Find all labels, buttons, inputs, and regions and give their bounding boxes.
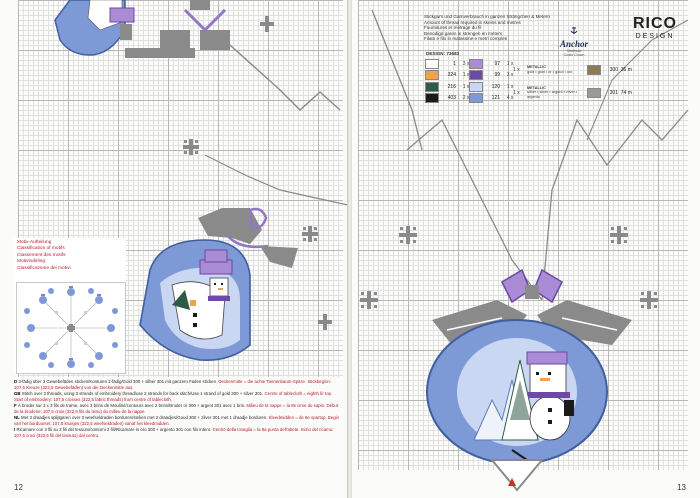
snowflake-right-3 <box>610 226 628 244</box>
instruction-fr: F À broder sur 3 x 3 fils de trame, avec 3 brins de Mouliné/contours avec 2 brins/Broder or 300 + argent 301 avec 1 brin. Milieu de la nappe = la 8e cime du sapin. Début de la broderie: 107,5 croix (322,5 fils du tissu) du milieu de la nappe. <box>14 403 339 415</box>
motif-title-de: Motiv-Aufteilung <box>17 240 52 245</box>
swatch-gold <box>587 65 601 75</box>
instruction-de: D 3-fädig über 3 Gewebefäden sticken/Konturen 2-fädig/Gold 300 + silber 301 mit ganzem Faden sticken. Deckenmitte = die achte Tannenbaum-Spitze. Stickbeginn: 107,5 Kreuze (322,5 Gewebefäden) von der Deckenmitte aus. <box>14 379 331 391</box>
snowflake-right-4 <box>640 291 658 309</box>
snowflake-left-2 <box>260 16 274 32</box>
legend-col-2 <box>469 58 513 104</box>
swatch-lilac <box>469 59 483 69</box>
legend-header-it: Filato e filo in matassine e metri completi <box>424 36 507 42</box>
thread-legend-table <box>425 58 683 105</box>
page-number-left: 12 <box>14 483 23 492</box>
swatch-white <box>425 59 439 69</box>
left-page <box>0 0 348 498</box>
snowflake-right-1 <box>399 226 417 244</box>
snowflake-right-2 <box>360 291 378 309</box>
legend-header-en: Amount of thread required in skeins and metres <box>424 19 521 25</box>
legend-row: 120 1 x <box>469 81 513 93</box>
swatch-blue <box>469 93 483 103</box>
motif-title-fr: Classement des motifs <box>17 252 66 258</box>
legend-header-fr: Fournitures et métrage du fil <box>424 25 482 31</box>
instruction-nl: NL Met 3 draadjes splijtgaren over 3 weefseldraden borduren/steken met 2 draadjes/Goud 300 + zilver 301 met 1 draadje borduren. Kleedmidden = de 8e spartop. Begin van het borduursel: 107,5 kruisjes (322,5 weefseldraden) vanaf het kleedmidden. <box>14 415 340 427</box>
anchor-logo: Anchor Sticktwist Coats Crown <box>557 22 591 50</box>
legend-row: 216 1 x <box>425 81 469 93</box>
motif-title-en: Classification of motifs <box>17 246 65 252</box>
instruction-en: GB Stitch over 3 threads, using 3 strands of embroidery thread/use 2 strands for back stitch/Use 1 strand of gold 300 + silver 301. Centre of tablecloth = eighth fir top. Start of embroidery: 107,5 crosses (322,5 fabric threads) from centre of tablecloth. <box>14 391 333 403</box>
anchor-icon <box>569 26 579 35</box>
motif-title-it: Classificazione dei motivi <box>17 265 71 271</box>
instruction-it: I Ricamare con 3 fili su 3 fili del tessuto/contorni 2 fili/Ricamare in oro 300 + argento 301 con filo intero. Centro della tovaglia = la 8a punta dell'abete. Inizio del ricamo: 107,5 croci (322,5 fili del tessuto) dal centro. <box>14 427 334 439</box>
legend-row: 403 2 x <box>425 93 469 105</box>
top-ornament-partial <box>55 0 134 55</box>
top-bow-purple <box>185 10 225 30</box>
legend-row-silver: 1 x METALLIC silber • silver • argent • zilver • argento 301 74 m <box>513 85 632 99</box>
legend-row: 99 3 x <box>469 70 513 82</box>
legend-col-1 <box>425 58 469 104</box>
page-number-right: 13 <box>677 483 686 492</box>
snowflake-left-4 <box>318 314 332 330</box>
swatch-silver <box>587 88 601 98</box>
rico-design-logo: RICO DESIGN <box>633 15 677 40</box>
swatch-orange <box>425 70 439 80</box>
snowflake-left-3 <box>302 226 318 242</box>
legend-header-de: Stickgarn und Garnverbrauch in ganzen Strängchen & Metern <box>424 14 550 19</box>
legend-row: 121 4 x <box>469 93 513 105</box>
legend-row: 1 3 x <box>425 58 469 70</box>
ornament-ball <box>427 320 607 490</box>
embroidery-instructions-left <box>14 379 340 439</box>
legend-header-nl: Benodigd garen in strengen en meters <box>424 30 503 36</box>
legend-row: 97 1 x <box>469 58 513 70</box>
bell-ornament <box>140 208 298 360</box>
legend-row-gold: 1 x METALLIC gold • gold • or • goud • oro 300 36 m <box>513 65 632 74</box>
motif-layout-diagram <box>16 282 126 374</box>
legend-row: 324 1 x <box>425 70 469 82</box>
swatch-black <box>425 93 439 103</box>
swatch-purple <box>469 70 483 80</box>
legend-col-metallic <box>513 58 632 104</box>
snowflake-left-1 <box>183 139 199 155</box>
top-bow <box>125 0 230 58</box>
swatch-light-blue <box>469 82 483 92</box>
swatch-green <box>425 82 439 92</box>
motif-classification <box>14 238 126 374</box>
motif-title-nl: Motivindeling <box>17 259 45 265</box>
design-number: DESIGN: 73683 <box>426 51 460 56</box>
